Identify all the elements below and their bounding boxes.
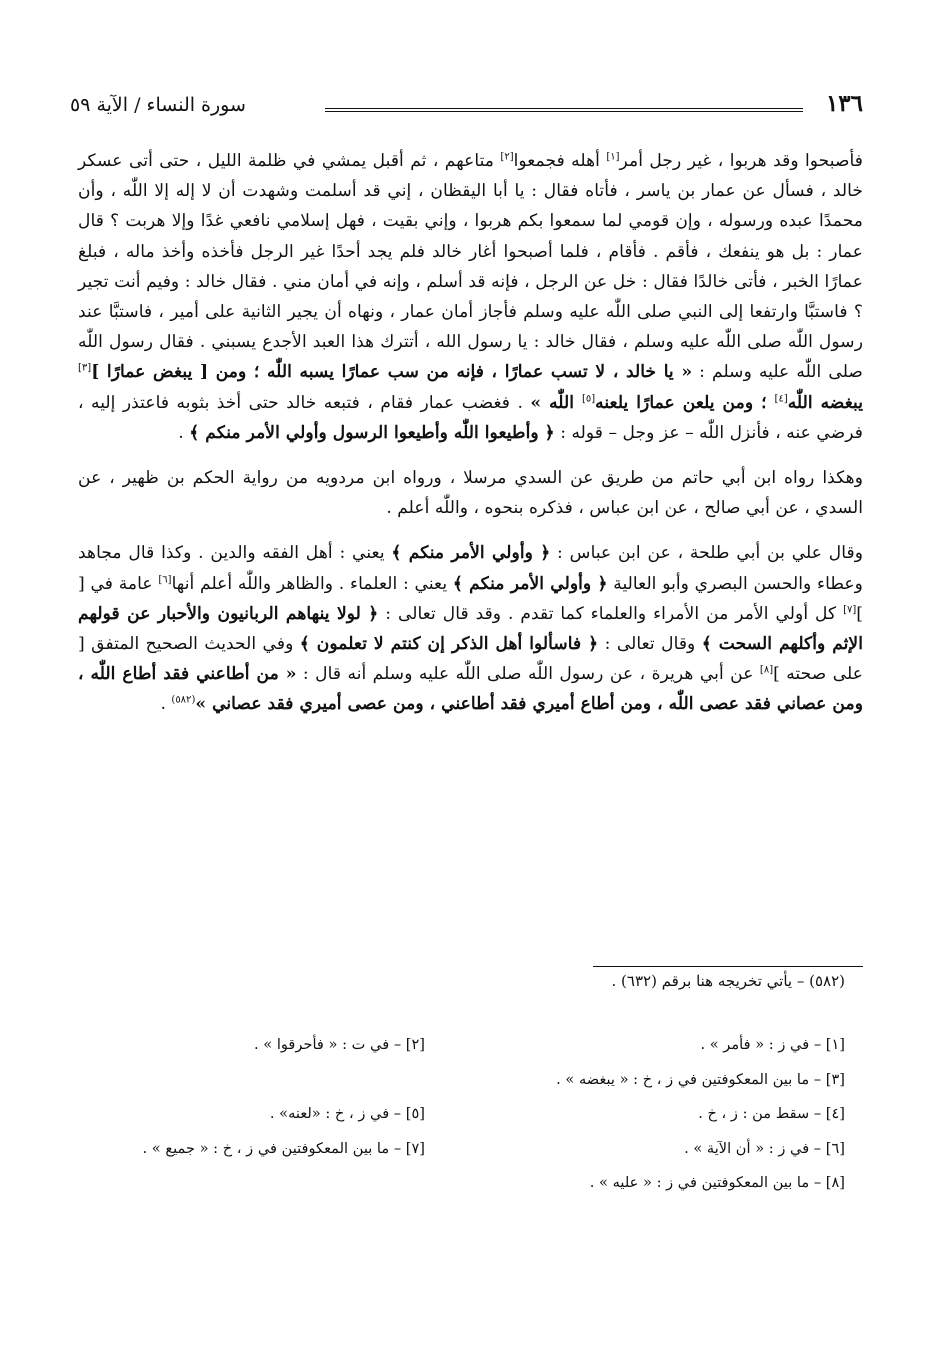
quoted-text-bold: يبغضه اللّٰه <box>787 392 863 413</box>
footnote-marker: [٣] <box>78 362 92 374</box>
footnote-entry: [٧] – ما بين المعكوفتين في ز ، خ : « جميع » . <box>142 1139 425 1157</box>
text-run: عن أبي هريرة ، عن رسول اللّٰه صلى اللّٰه عليه وسلم أنه قال : <box>296 664 760 685</box>
text-run: كل أولي الأمر من الأمراء والعلماء كما تقدم . وقد قال تعالى : <box>378 603 844 624</box>
running-title: سورة النساء / الآية ٥٩ <box>70 94 246 116</box>
text-run: . <box>178 422 190 443</box>
quoted-text-bold: « من أطاعني فقد أطاع اللّٰه ، ومن عصاني فقد عصى اللّٰه ، ومن أطاع أميري فقد أطاعني ، ومن عصى أميري فقد عصاني » <box>78 664 863 715</box>
text-run: متاعهم ، ثم أقبل يمشي في ظلمة الليل ، حتى أتى عسكر خالد ، فسأل عن عمار بن ياسر ، فأتاه فقال : يا أبا اليقظان ، إني قد أسلمت وشهدت أن لا إله إلا اللّٰه ، وأن محمدًا عبده ورسوله ، وإن قومي لما سمعوا بكم هربوا ، وإني بقيت ، فهل إسلامي نافعي غدًا وإلا هربت ؟ قال عمار : بل هو ينفعك ، فأقم . فأقام ، فلما أصبحوا أغار خالد فلم يجد أحدًا غير الرجل فأخذه وأخذ ماله ، فبلغ عمارًا الخبر ، فأتى خالدًا فقال : خل عن الرجل ، فإنه قد أسلم ، وإنه في أمان مني . فقال خالد : وفيم أنت تجير ؟ فاستبَّا وارتفعا إلى النبي صلى اللّٰه عليه وسلم فأجاز أمان عمار ، ونهاه أن يجير الثانية على أمير ، فاستبَّا عند رسول اللّٰه صلى اللّٰه عليه وسلم ، فقال خالد : يا رسول الله ، أتترك هذا العبد الأجدع يسبني . فقال رسول اللّٰه صلى اللّٰه عليه وسلم : <box>78 151 863 383</box>
footnote-marker: [٨] <box>759 664 774 676</box>
paragraph <box>78 538 863 719</box>
text-run: فأصبحوا وقد هربوا ، غير رجل أمر <box>619 151 863 171</box>
quoted-text-bold: ﴿ وأولي الأمر منكم ﴾ <box>391 543 551 564</box>
text-run: يعني : أهل الفقه والدين . وكذا قال مجاهد وعطاء والحسن البصري وأبو العالية <box>78 543 863 594</box>
footnote-entry: [٨] – ما بين المعكوفتين في ز : « عليه » . <box>589 1174 845 1191</box>
footnote-entry: [٥] – في ز ، خ : «لعنه» . <box>269 1105 425 1122</box>
variant-footnotes <box>74 1036 845 1209</box>
footnote-row <box>74 1174 845 1209</box>
footnote-marker: [٤] <box>774 392 788 404</box>
paragraph <box>78 463 863 523</box>
header-rule <box>325 108 803 112</box>
footnote-divider <box>593 966 863 967</box>
page-number: ١٣٦ <box>825 90 863 117</box>
footnote-entry: [٣] – ما بين المعكوفتين في ز ، خ : « يبغضه » . <box>556 1070 845 1088</box>
footnote-marker: [٦] <box>158 573 172 585</box>
hadith-footnote: (٥٨٢) – يأتي تخريجه هنا برقم (٦٣٢) . <box>611 972 845 990</box>
footnote-entry: [٦] – في ز : « أن الآية » . <box>684 1139 845 1157</box>
footnote-entry: [٤] – سقط من : ز ، خ . <box>698 1105 845 1122</box>
text-run: . <box>160 694 172 715</box>
quoted-text-bold: ﴿ وأولي الأمر منكم ﴾ <box>452 573 608 594</box>
text-run: وقال علي بن أبي طلحة ، عن ابن عباس : <box>550 543 863 564</box>
footnote-row <box>74 1036 845 1071</box>
quoted-text-bold: ﴿ لولا ينهاهم الربانيون والأحبار عن قولهم الإثم وأكلهم السحت ﴾ <box>78 603 864 655</box>
text-run: وفي الحديث الصحيح المتفق [ على صحته ] <box>78 634 863 685</box>
text-run: وقال تعالى : <box>598 634 702 655</box>
footnote-row <box>74 1105 845 1140</box>
text-run: . فغضب عمار فقام ، فتبعه خالد حتى أخذ بثوبه فاعتذر إليه ، فرضي عنه ، فأنزل اللّٰه – عز وجل – قوله : <box>78 392 863 443</box>
text-run: وهكذا رواه ابن أبي حاتم من طريق عن السدي مرسلا ، ورواه ابن مردويه من رواية الحكم بن ظهير ، عن السدي ، عن أبي صالح ، عن ابن عباس ، فذكره بنحوه ، واللّٰه أعلم . <box>78 468 863 519</box>
text-run: أهله فجمعوا <box>513 151 607 171</box>
footnote-marker: [٧] <box>843 604 857 616</box>
quoted-text-bold: اللّٰه » <box>530 392 582 413</box>
footnote-entry: [٢] – في ت : « فأحرقوا » . <box>253 1036 425 1053</box>
footnote-marker: (٥٨٢) <box>171 694 196 706</box>
text-run: يعني : العلماء . والظاهر واللّٰه أعلم أنها <box>171 573 453 594</box>
quoted-text-bold: ﴿ فاسألوا أهل الذكر إن كنتم لا تعلمون ﴾ <box>299 634 599 655</box>
paragraph <box>78 146 863 448</box>
main-text <box>78 146 863 720</box>
page-header <box>70 90 863 124</box>
footnote-row <box>74 1140 845 1175</box>
quoted-text-bold: ﴿ وأطيعوا اللّٰه وأطيعوا الرسول وأولي الأمر منكم ﴾ <box>189 422 555 443</box>
footnote-entry: [١] – في ز : « فأمر » . <box>700 1036 845 1053</box>
footnote-marker: [٥] <box>581 392 596 404</box>
quoted-text-bold: « يا خالد ، لا تسب عمارًا ، فإنه من سب عمارًا يسبه اللّٰه ؛ ومن [ يبغض عمارًا ] <box>91 362 693 383</box>
quoted-text-bold: ؛ ومن يلعن عمارًا يلعنه <box>595 392 775 413</box>
footnote-marker: [١] <box>606 151 620 163</box>
text-run: عامة في [ ] <box>78 573 863 624</box>
footnote-marker: [٢] <box>500 151 514 163</box>
footnote-row <box>74 1071 845 1106</box>
